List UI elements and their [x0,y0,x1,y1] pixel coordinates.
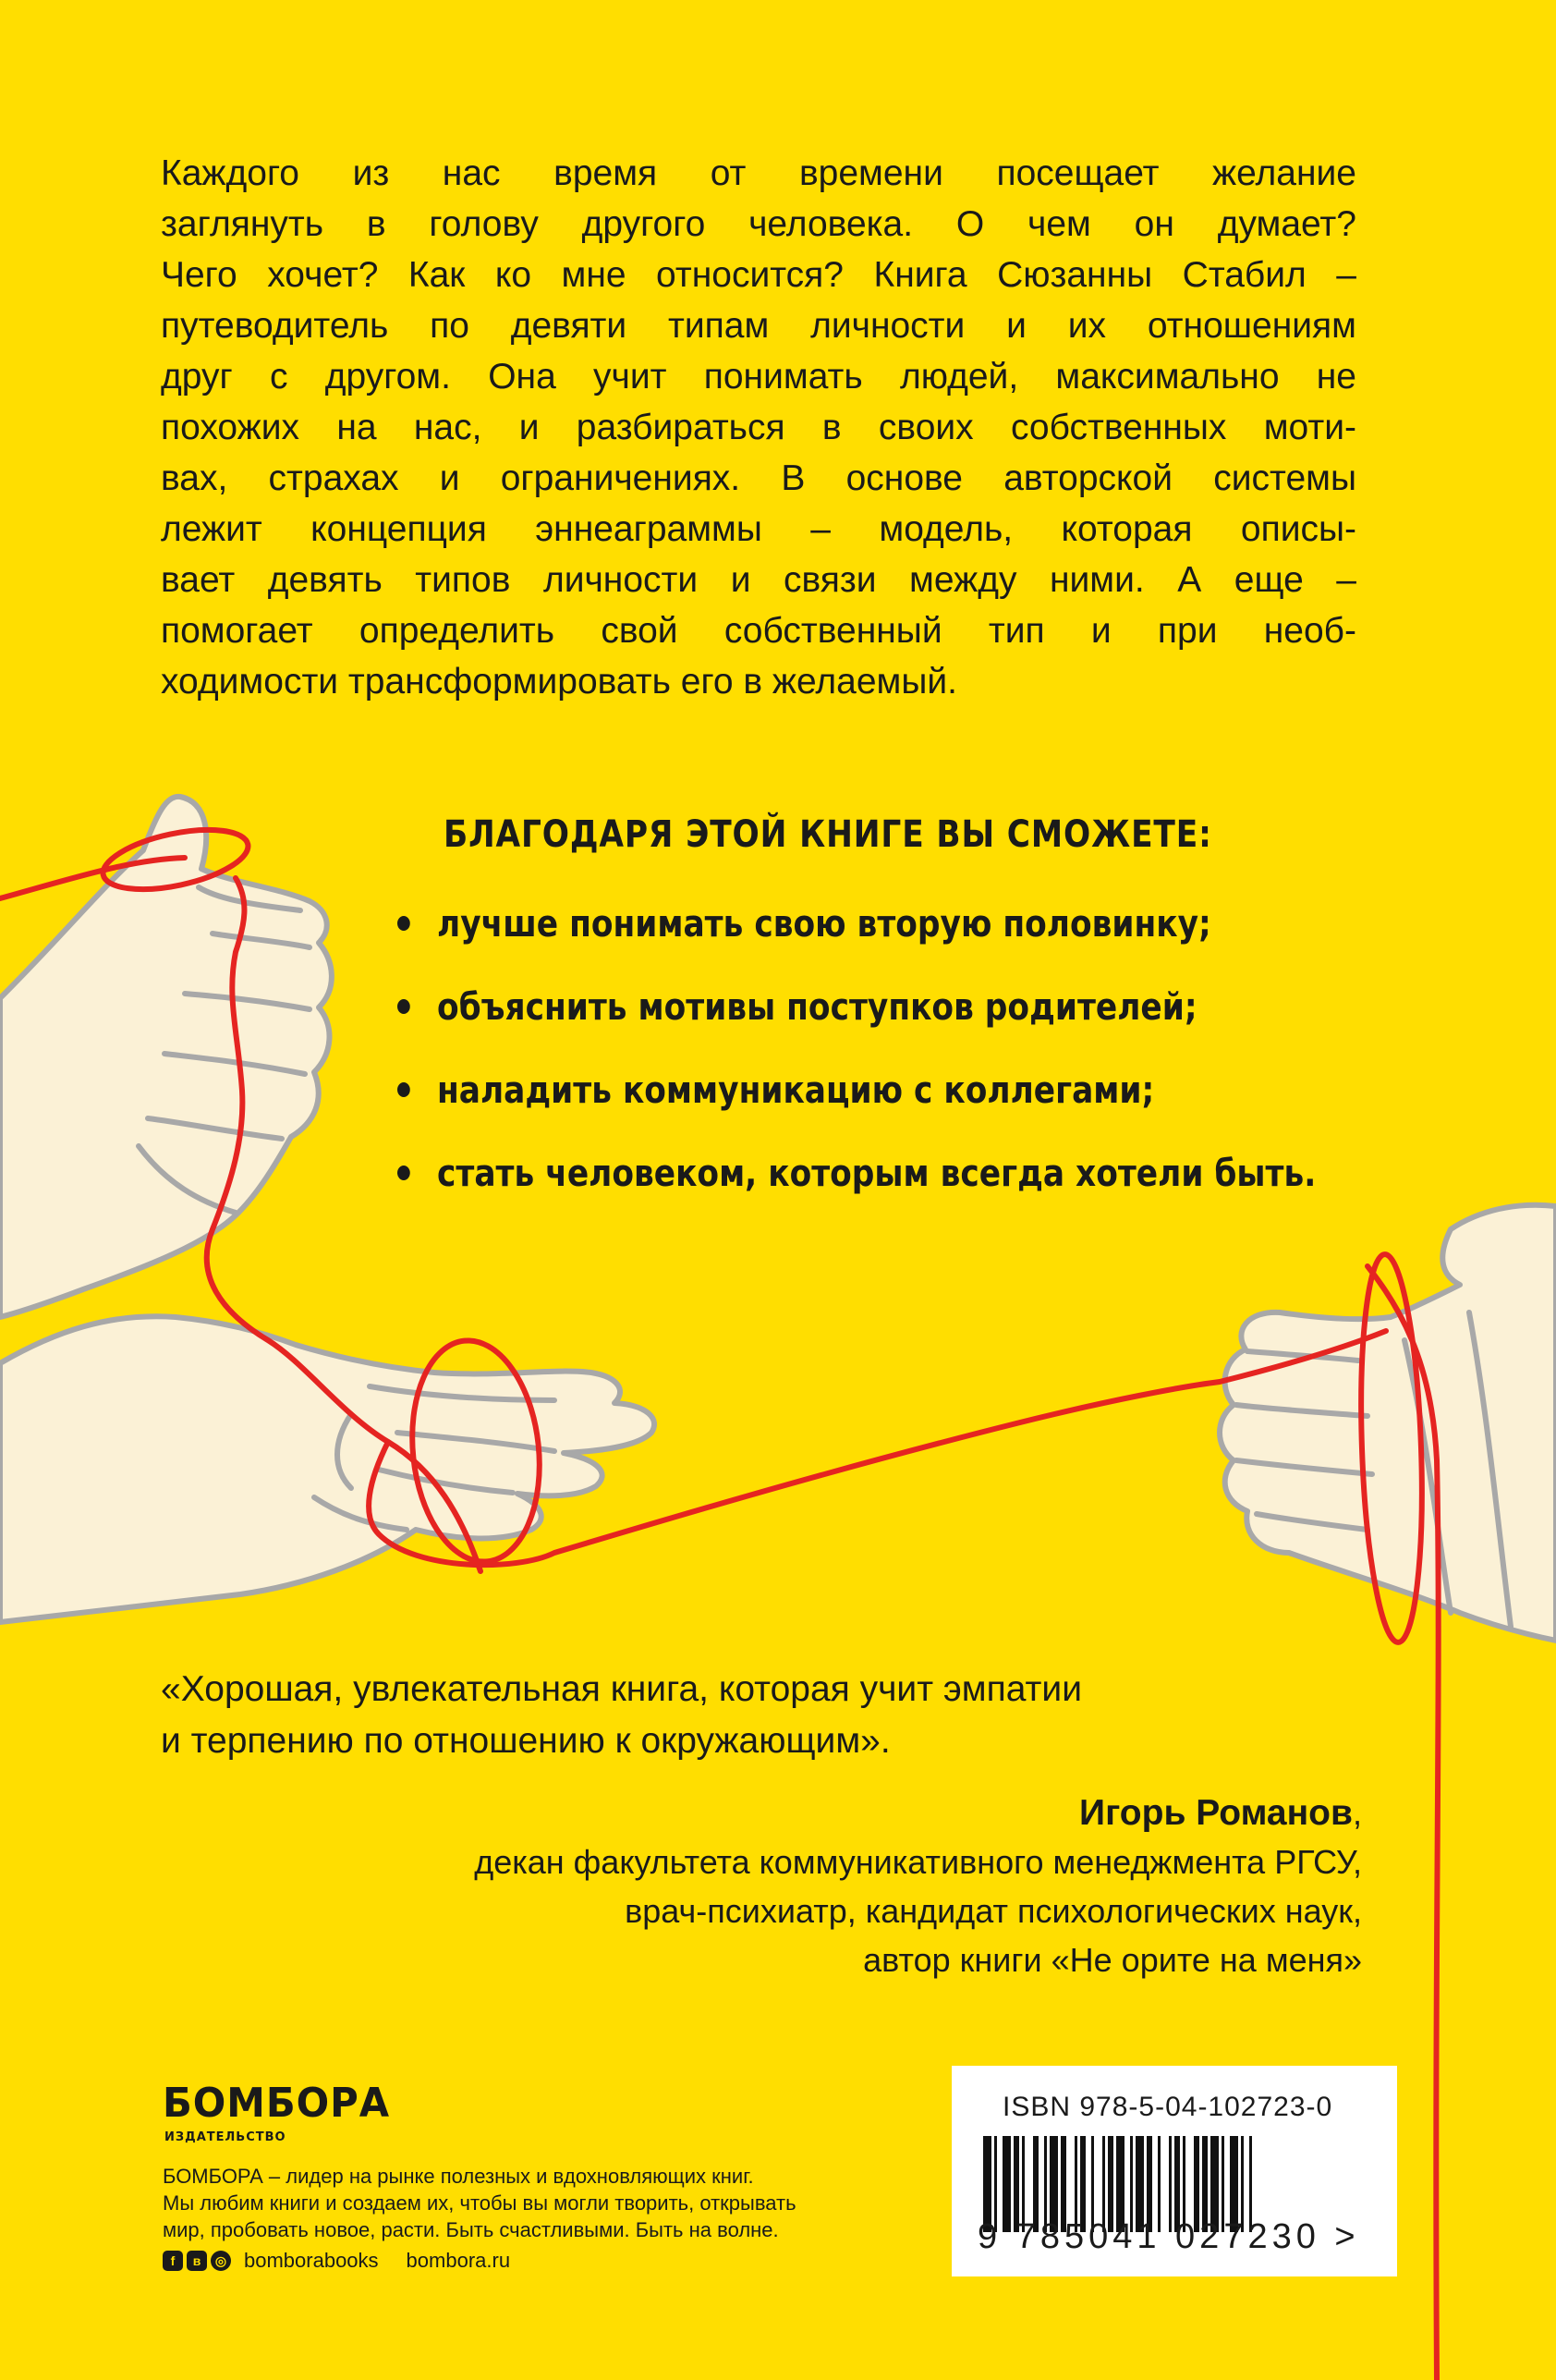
description-line: путеводитель по девяти типам личности и их отношениям [161,306,1356,346]
right-hand [1220,1205,1556,1641]
benefit-text: стать человеком, которым всегда хотели быть. [437,1153,1317,1195]
publisher-logo: БОМБОРА [163,2080,391,2127]
benefit-text: наладить коммуникацию с коллегами; [437,1069,1155,1112]
review-quote [161,1664,1356,1767]
description-line: похожих на нас, и разбираться в своих собственных моти- [161,408,1356,447]
author-title-line: декан факультета коммуникативного менеджмента РГСУ, [474,1843,1362,1881]
description-line: друг с другом. Она учит понимать людей, максимально не [161,357,1356,397]
benefit-text: объяснить мотивы поступков родителей; [437,986,1197,1029]
benefit-item [397,1068,1316,1151]
quote-line: «Хорошая, увлекательная книга, которая учит эмпатии [161,1669,1082,1709]
bullet-icon [397,1166,410,1180]
barcode-digits: 9 785041 027230 > [978,2217,1360,2256]
website-link[interactable]: bombora.ru [406,2249,511,2272]
description-line: вает девять типов личности и связи между ними. А еще – [161,560,1356,600]
benefits-title: БЛАГОДАРЯ ЭТОЙ КНИГЕ ВЫ СМОЖЕТЕ: [444,813,1212,856]
benefit-text: лучше понимать свою вторую половинку; [437,903,1211,946]
author-title-line: врач-психиатр, кандидат психологических наук, [625,1892,1362,1930]
quote-line: и терпению по отношению к окружающим». [161,1721,891,1761]
social-handle[interactable]: bomborabooks [244,2249,379,2272]
barcode-panel [952,2066,1397,2276]
benefits-list [397,901,1465,1234]
author-title-line: автор книги «Не орите на меня» [863,1941,1362,1979]
description-line: помогает определить свой собственный тип и при необ- [161,611,1356,651]
publisher-logo-subtitle: ИЗДАТЕЛЬСТВО [164,2130,286,2144]
description-line: заглянуть в голову другого человека. О чем он думает? [161,204,1356,244]
instagram-icon[interactable]: ◎ [211,2251,231,2271]
isbn-number: ISBN 978-5-04-102723-0 [1003,2092,1333,2122]
upper-left-hand [0,797,332,1317]
publisher-socials [163,2249,510,2273]
lower-left-hand [0,1316,654,1622]
publisher-line: мир, пробовать новое, расти. Быть счастливыми. Быть на волне. [163,2218,779,2241]
book-description [161,148,1356,707]
description-line: Каждого из нас время от времени посещает желание [161,153,1356,193]
description-line: лежит концепция эннеаграммы – модель, которая описы- [161,509,1356,549]
bullet-icon [397,916,410,931]
facebook-icon[interactable]: f [163,2251,183,2271]
publisher-line: Мы любим книги и создаем их, чтобы вы могли творить, открывать [163,2191,796,2215]
author-name: Игорь Романов [1079,1793,1353,1833]
description-line: ходимости трансформировать его в желаемый. [161,662,957,702]
publisher-description [163,2163,865,2243]
benefit-item [397,1151,1316,1234]
vk-icon[interactable]: в [187,2251,207,2271]
benefit-item [397,984,1316,1068]
bullet-icon [397,1082,410,1097]
author-comma: , [1352,1794,1362,1832]
benefit-item [397,901,1316,984]
description-line: вах, страхах и ограничениях. В основе авторской системы [161,458,1356,498]
bullet-icon [397,999,410,1014]
description-line: Чего хочет? Как ко мне относится? Книга Сюзанны Стабил – [161,255,1356,295]
publisher-line: БОМБОРА – лидер на рынке полезных и вдохновляющих книг. [163,2165,754,2188]
review-author [474,1788,1362,1984]
